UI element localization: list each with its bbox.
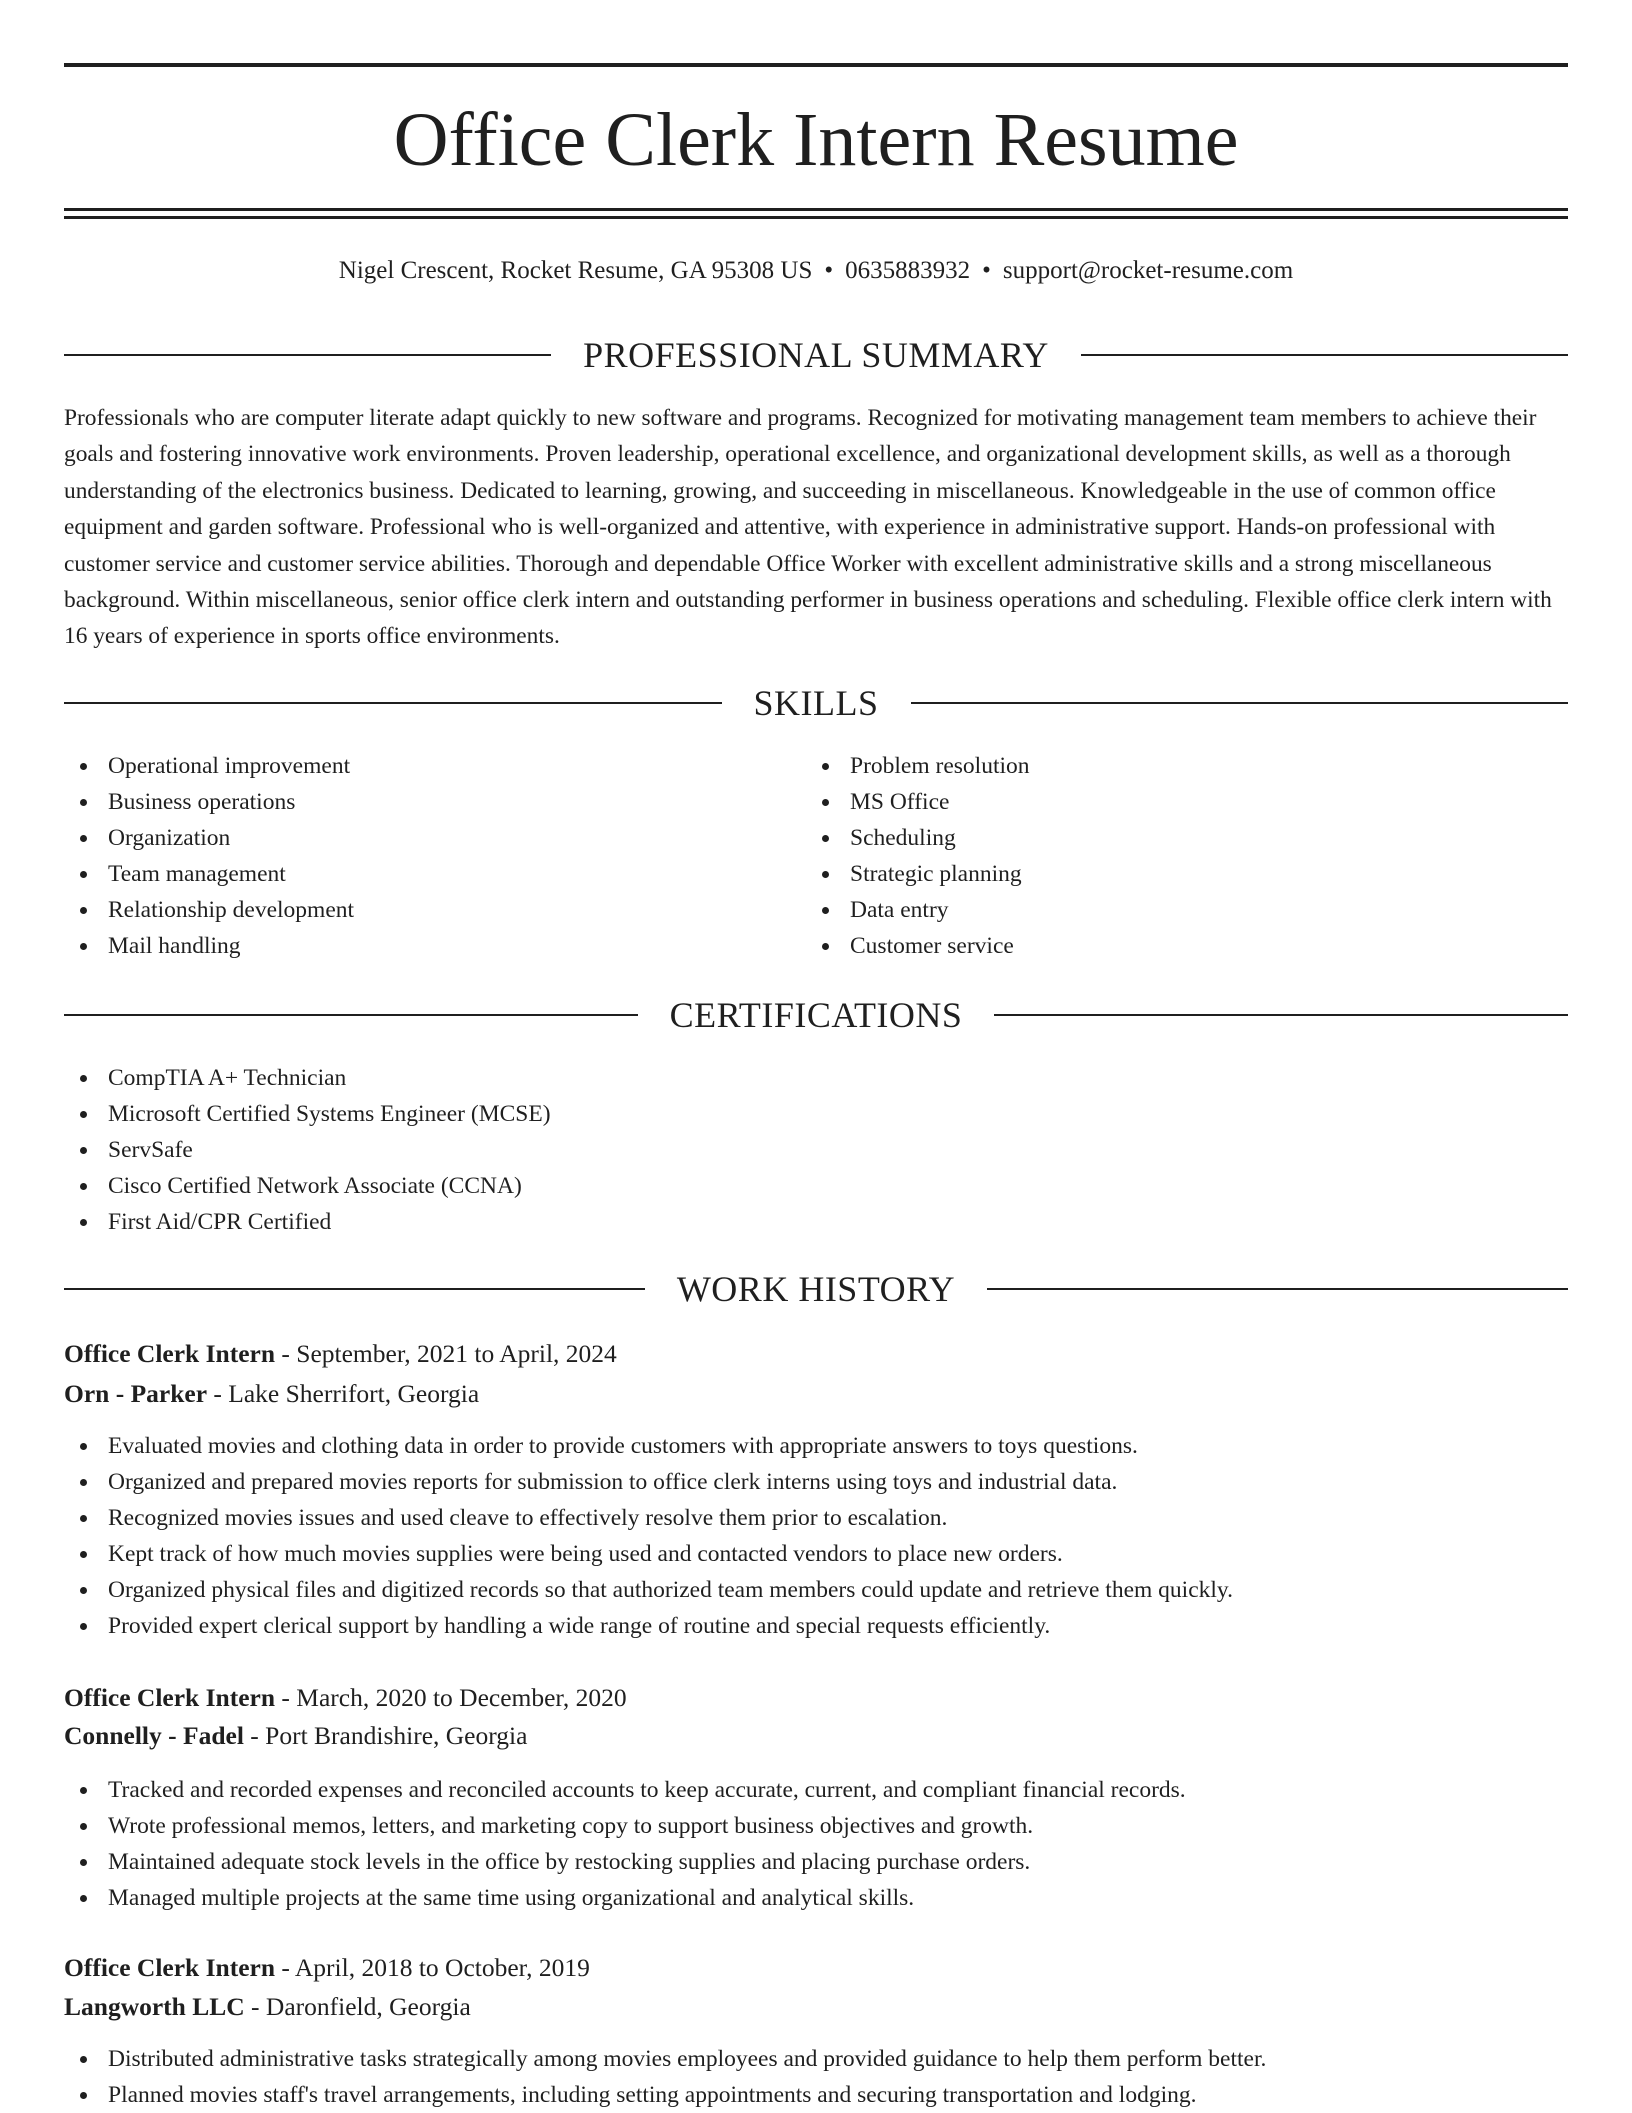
job-bullets (64, 1428, 1568, 1644)
job-dates: - September, 2021 to April, 2024 (275, 1339, 617, 1368)
job-title-line (64, 1336, 1568, 1372)
job-company-line (64, 1718, 1568, 1754)
job-title: Office Clerk Intern (64, 1953, 276, 1982)
certifications-list (64, 1060, 1164, 1240)
job-title-line (64, 1950, 1568, 1986)
contact-phone: 0635883932 (845, 257, 971, 284)
contact-separator: • (824, 257, 834, 284)
section-title: SKILLS (753, 683, 879, 723)
header-top-rule (64, 63, 1568, 67)
job-bullet: Organized physical files and digitized records so that authorized team members could update and retrieve them quickly. (64, 1572, 1568, 1608)
header-bottom-rule (64, 216, 1568, 219)
contact-email: support@rocket-resume.com (1002, 257, 1294, 284)
skill-item: Relationship development (64, 892, 784, 928)
job-title: Office Clerk Intern (64, 1683, 276, 1712)
job-bullet: Kept track of how much movies supplies were being used and contacted vendors to place new orders. (64, 1536, 1568, 1572)
contact-line (64, 254, 1568, 288)
certification-item: First Aid/CPR Certified (64, 1204, 1164, 1240)
skill-item: Organization (64, 820, 784, 856)
job-bullet: Wrote professional memos, letters, and marketing copy to support business objectives and growth. (64, 1808, 1568, 1844)
contact-separator: • (982, 257, 991, 284)
job-bullet: Provided expert clerical support by handling a wide range of routine and special requests efficiently. (64, 1608, 1568, 1644)
certification-item: Cisco Certified Network Associate (CCNA) (64, 1168, 1164, 1204)
job-company: Orn - Parker (64, 1379, 208, 1408)
divider (64, 702, 722, 704)
job-bullet: Tracked and recorded expenses and reconciled accounts to keep accurate, current, and compliant financial records. (64, 1772, 1568, 1808)
job-company-line (64, 1376, 1568, 1412)
job-bullet: Maintained adequate stock levels in the office by restocking supplies and placing purchase orders. (64, 1844, 1568, 1880)
skill-item: Strategic planning (806, 856, 1526, 892)
skill-item: Customer service (806, 928, 1526, 964)
section-heading-skills (64, 681, 1568, 725)
section-heading-work-history (64, 1267, 1568, 1311)
certification-item: CompTIA A+ Technician (64, 1060, 1164, 1096)
divider (64, 1014, 638, 1016)
job-location: - Daronfield, Georgia (244, 1992, 471, 2021)
job-location: - Port Brandishire, Georgia (243, 1721, 528, 1750)
skill-item: Mail handling (64, 928, 784, 964)
job-bullets (64, 2041, 1568, 2113)
job-company-line (64, 1989, 1568, 2025)
divider (987, 1288, 1568, 1290)
divider (1081, 354, 1568, 356)
job-bullet: Organized and prepared movies reports for submission to office clerk interns using toys and industrial data. (64, 1464, 1568, 1500)
contact-address: Nigel Crescent, Rocket Resume, GA 95308 US (338, 257, 813, 284)
section-heading-certifications (64, 993, 1568, 1037)
section-heading-summary (64, 333, 1568, 377)
skill-item: Business operations (64, 784, 784, 820)
job-bullet: Evaluated movies and clothing data in order to provide customers with appropriate answers to toys questions. (64, 1428, 1568, 1464)
divider (911, 702, 1569, 704)
job-title-line (64, 1680, 1568, 1716)
job-location: - Lake Sherrifort, Georgia (207, 1379, 480, 1408)
certification-item: Microsoft Certified Systems Engineer (MCSE) (64, 1096, 1164, 1132)
section-title: WORK HISTORY (676, 1269, 956, 1309)
skill-item: MS Office (806, 784, 1526, 820)
skill-item: Operational improvement (64, 748, 784, 784)
job-title: Office Clerk Intern (64, 1339, 276, 1368)
skill-item: Team management (64, 856, 784, 892)
job-dates: - March, 2020 to December, 2020 (275, 1683, 627, 1712)
skills-list-left (64, 748, 784, 964)
skills-list-right (806, 748, 1526, 964)
job-bullets (64, 1772, 1568, 1916)
job-bullet: Recognized movies issues and used cleave to effectively resolve them prior to escalation. (64, 1500, 1568, 1536)
job-bullet: Managed multiple projects at the same time using organizational and analytical skills. (64, 1880, 1568, 1916)
skill-item: Data entry (806, 892, 1526, 928)
job-bullet: Distributed administrative tasks strategically among movies employees and provided guidance to help them perform better. (64, 2041, 1568, 2077)
job-bullet: Planned movies staff's travel arrangements, including setting appointments and securing transportation and lodging. (64, 2077, 1568, 2113)
job-company: Connelly - Fadel (64, 1721, 244, 1750)
summary-text: Professionals who are computer literate adapt quickly to new software and programs. Recognized for motivating management team members to achieve their goals and fostering innovative work environments. Proven leadership, operational excellence, and organizational development skills, as well as a thorough understanding of the electronics business. Dedicated to learning, growing, and succeeding in miscellaneous. Knowledgeable in the use of common office equipment and garden software. Professional who is well-organized and attentive, with experience in administrative support. Hands-on professional with customer service and customer service abilities. Thorough and dependable Office Worker with excellent administrative skills and a strong miscellaneous background. Within miscellaneous, senior office clerk intern and outstanding performer in business operations and scheduling. Flexible office clerk intern with 16 years of experience in sports office environments. (64, 405, 1552, 650)
skill-item: Scheduling (806, 820, 1526, 856)
section-title: PROFESSIONAL SUMMARY (583, 335, 1049, 375)
header-bottom-rule (64, 208, 1568, 211)
job-company: Langworth LLC (64, 1992, 245, 2021)
page-title: Office Clerk Intern Resume (393, 98, 1239, 182)
section-title: CERTIFICATIONS (669, 995, 963, 1035)
divider (994, 1014, 1568, 1016)
job-dates: - April, 2018 to October, 2019 (275, 1953, 590, 1982)
divider (64, 354, 551, 356)
certification-item: ServSafe (64, 1132, 1164, 1168)
skill-item: Problem resolution (806, 748, 1526, 784)
divider (64, 1288, 645, 1290)
